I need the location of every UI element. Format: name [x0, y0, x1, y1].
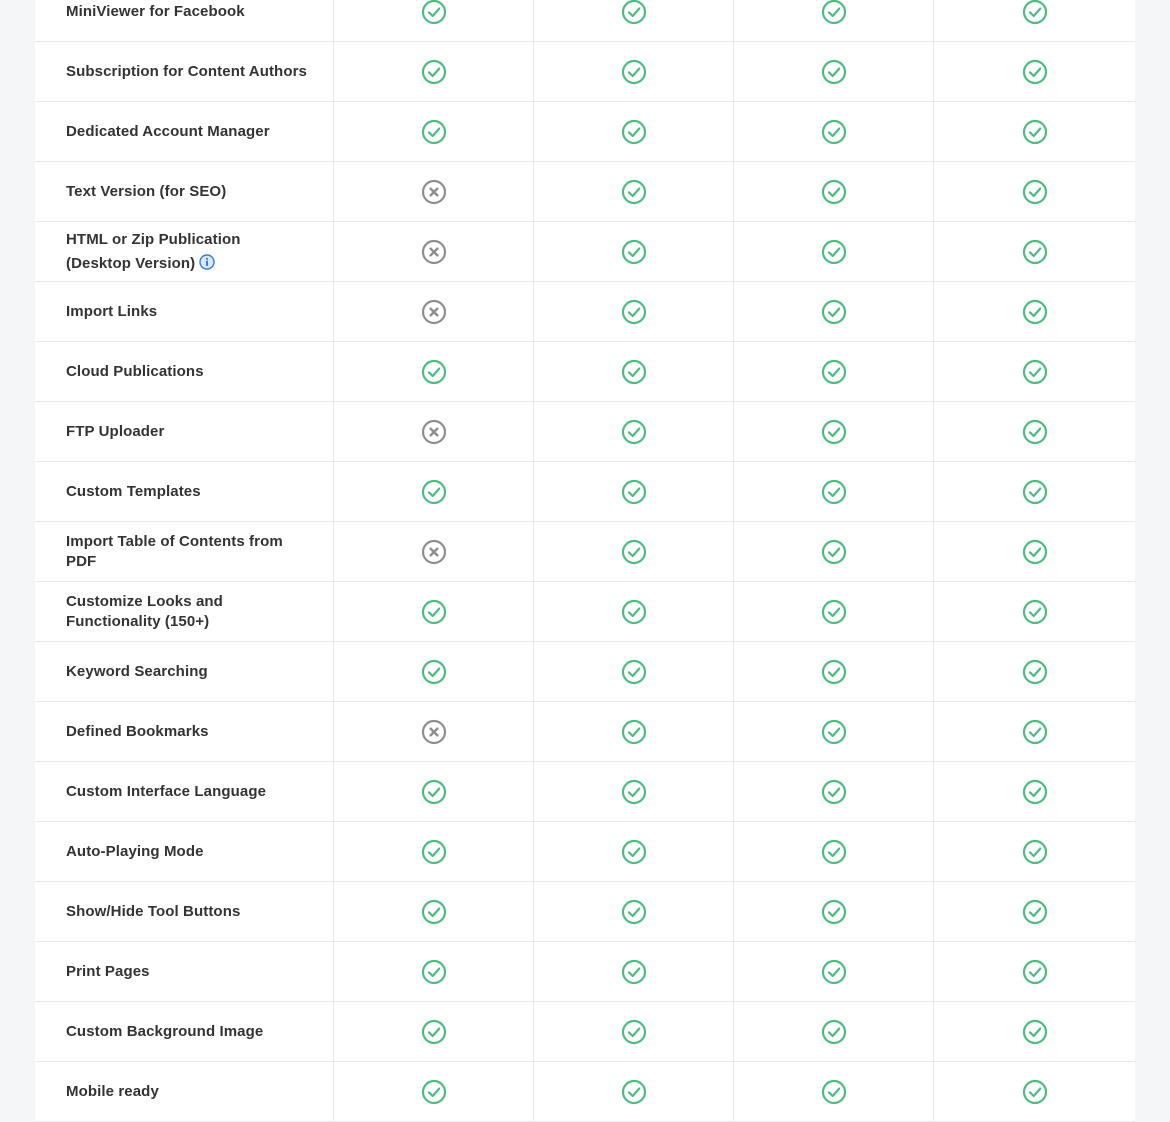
plan-1-status-cell	[334, 0, 534, 41]
check-circle-icon	[621, 1019, 647, 1045]
feature-label-text: Import Links	[66, 302, 158, 320]
plan-2-status-cell	[534, 282, 734, 341]
feature-name-cell	[35, 762, 334, 821]
feature-label-text: Defined Bookmarks	[66, 722, 209, 740]
plan-3-status-cell	[734, 702, 934, 761]
check-circle-icon	[621, 659, 647, 685]
feature-name-cell	[35, 1062, 334, 1121]
feature-name-cell	[35, 942, 334, 1001]
plan-4-status-cell	[934, 942, 1135, 1001]
x-circle-icon	[421, 719, 447, 745]
check-circle-icon	[1022, 479, 1048, 505]
check-circle-icon	[621, 359, 647, 385]
check-circle-icon	[821, 359, 847, 385]
check-circle-icon	[821, 719, 847, 745]
plan-3-status-cell	[734, 822, 934, 881]
plan-2-status-cell	[534, 102, 734, 161]
check-circle-icon	[621, 179, 647, 205]
check-circle-icon	[1022, 719, 1048, 745]
check-circle-icon	[621, 119, 647, 145]
plan-2-status-cell	[534, 1062, 734, 1121]
table-row	[35, 702, 1135, 762]
plan-1-status-cell	[334, 1062, 534, 1121]
table-row	[35, 162, 1135, 222]
x-circle-icon	[421, 179, 447, 205]
plan-4-status-cell	[934, 342, 1135, 401]
feature-name-cell	[35, 462, 334, 521]
feature-label	[66, 1022, 263, 1042]
plan-4-status-cell	[934, 1062, 1135, 1121]
plan-4-status-cell	[934, 582, 1135, 641]
info-icon[interactable]	[199, 254, 215, 270]
check-circle-icon	[621, 299, 647, 325]
check-circle-icon	[1022, 1079, 1048, 1105]
table-row	[35, 822, 1135, 882]
feature-label-text: Print Pages	[66, 962, 150, 980]
plan-3-status-cell	[734, 162, 934, 221]
feature-label	[66, 1082, 159, 1102]
feature-label-text: Cloud Publications	[66, 362, 204, 380]
check-circle-icon	[621, 959, 647, 985]
feature-label	[66, 782, 266, 802]
check-circle-icon	[821, 599, 847, 625]
plan-3-status-cell	[734, 1062, 934, 1121]
plan-1-status-cell	[334, 102, 534, 161]
feature-label-text: Custom Interface Language	[66, 782, 267, 800]
check-circle-icon	[1022, 179, 1048, 205]
plan-4-status-cell	[934, 42, 1135, 101]
plan-1-status-cell	[334, 882, 534, 941]
check-circle-icon	[621, 419, 647, 445]
check-circle-icon	[1022, 239, 1048, 265]
table-row	[35, 102, 1135, 162]
feature-name-cell	[35, 282, 334, 341]
feature-label-text: Keyword Searching	[66, 662, 208, 680]
feature-label	[66, 122, 270, 142]
feature-label-text: Auto-Playing Mode	[66, 842, 204, 860]
plan-4-status-cell	[934, 282, 1135, 341]
feature-name-cell	[35, 582, 334, 641]
feature-label	[66, 662, 208, 682]
check-circle-icon	[821, 779, 847, 805]
x-circle-icon	[421, 539, 447, 565]
feature-name-cell	[35, 342, 334, 401]
plan-2-status-cell	[534, 522, 734, 581]
check-circle-icon	[421, 899, 447, 925]
check-circle-icon	[1022, 119, 1048, 145]
plan-4-status-cell	[934, 462, 1135, 521]
check-circle-icon	[621, 779, 647, 805]
check-circle-icon	[1022, 899, 1048, 925]
feature-label	[66, 722, 209, 742]
table-row	[35, 222, 1135, 282]
plan-4-status-cell	[934, 0, 1135, 41]
plan-3-status-cell	[734, 102, 934, 161]
plan-2-status-cell	[534, 342, 734, 401]
plan-3-status-cell	[734, 882, 934, 941]
feature-name-cell	[35, 102, 334, 161]
table-row	[35, 42, 1135, 102]
check-circle-icon	[821, 899, 847, 925]
table-row	[35, 462, 1135, 522]
plan-3-status-cell	[734, 522, 934, 581]
plan-2-status-cell	[534, 582, 734, 641]
check-circle-icon	[421, 1019, 447, 1045]
feature-comparison-table	[35, 0, 1135, 1122]
check-circle-icon	[621, 839, 647, 865]
plan-2-status-cell	[534, 402, 734, 461]
feature-name-cell	[35, 882, 334, 941]
plan-1-status-cell	[334, 762, 534, 821]
plan-2-status-cell	[534, 642, 734, 701]
plan-1-status-cell	[334, 1002, 534, 1061]
feature-label-text: Subscription for Content Authors	[66, 62, 307, 80]
plan-2-status-cell	[534, 942, 734, 1001]
table-row	[35, 582, 1135, 642]
plan-2-status-cell	[534, 1002, 734, 1061]
check-circle-icon	[1022, 0, 1048, 25]
check-circle-icon	[621, 539, 647, 565]
feature-name-cell	[35, 702, 334, 761]
check-circle-icon	[1022, 1019, 1048, 1045]
plan-2-status-cell	[534, 462, 734, 521]
feature-label	[66, 2, 245, 22]
feature-label-text: Custom Background Image	[66, 1022, 264, 1040]
feature-label	[66, 532, 309, 572]
feature-label	[66, 182, 226, 202]
check-circle-icon	[421, 59, 447, 85]
plan-1-status-cell	[334, 462, 534, 521]
check-circle-icon	[621, 59, 647, 85]
check-circle-icon	[421, 479, 447, 505]
check-circle-icon	[1022, 419, 1048, 445]
feature-name-cell	[35, 822, 334, 881]
check-circle-icon	[421, 119, 447, 145]
check-circle-icon	[821, 59, 847, 85]
feature-label-text: HTML or Zip Publication (Desktop Version)	[66, 230, 241, 272]
feature-label	[66, 842, 204, 862]
plan-1-status-cell	[334, 942, 534, 1001]
check-circle-icon	[1022, 599, 1048, 625]
plan-4-status-cell	[934, 642, 1135, 701]
feature-label	[66, 592, 309, 632]
feature-name-cell	[35, 522, 334, 581]
plan-1-status-cell	[334, 522, 534, 581]
feature-label-text: Text Version (for SEO)	[66, 182, 227, 200]
check-circle-icon	[421, 1079, 447, 1105]
plan-3-status-cell	[734, 1002, 934, 1061]
check-circle-icon	[621, 479, 647, 505]
plan-4-status-cell	[934, 822, 1135, 881]
plan-3-status-cell	[734, 942, 934, 1001]
plan-4-status-cell	[934, 762, 1135, 821]
feature-name-cell	[35, 642, 334, 701]
check-circle-icon	[621, 719, 647, 745]
plan-1-status-cell	[334, 582, 534, 641]
plan-1-status-cell	[334, 282, 534, 341]
check-circle-icon	[821, 659, 847, 685]
feature-label-text: Import Table of Contents from PDF	[66, 532, 283, 570]
table-row	[35, 1002, 1135, 1062]
plan-2-status-cell	[534, 702, 734, 761]
check-circle-icon	[821, 239, 847, 265]
check-circle-icon	[621, 1079, 647, 1105]
plan-1-status-cell	[334, 42, 534, 101]
check-circle-icon	[1022, 299, 1048, 325]
feature-label-text: Customize Looks and Functionality (150+)	[66, 592, 223, 630]
plan-4-status-cell	[934, 162, 1135, 221]
check-circle-icon	[621, 0, 647, 25]
x-circle-icon	[421, 419, 447, 445]
check-circle-icon	[421, 0, 447, 25]
feature-name-cell	[35, 42, 334, 101]
plan-3-status-cell	[734, 402, 934, 461]
check-circle-icon	[421, 359, 447, 385]
x-circle-icon	[421, 239, 447, 265]
feature-name-cell	[35, 1002, 334, 1061]
table-row	[35, 882, 1135, 942]
plan-3-status-cell	[734, 642, 934, 701]
plan-3-status-cell	[734, 282, 934, 341]
check-circle-icon	[821, 119, 847, 145]
feature-name-cell	[35, 402, 334, 461]
plan-4-status-cell	[934, 102, 1135, 161]
check-circle-icon	[1022, 659, 1048, 685]
plan-4-status-cell	[934, 1002, 1135, 1061]
plan-3-status-cell	[734, 462, 934, 521]
plan-2-status-cell	[534, 42, 734, 101]
feature-name-cell	[35, 162, 334, 221]
plan-2-status-cell	[534, 0, 734, 41]
plan-3-status-cell	[734, 222, 934, 281]
check-circle-icon	[1022, 539, 1048, 565]
table-row	[35, 402, 1135, 462]
table-row	[35, 1062, 1135, 1122]
check-circle-icon	[421, 599, 447, 625]
feature-label-text: FTP Uploader	[66, 422, 165, 440]
feature-label	[66, 362, 204, 382]
feature-name-cell	[35, 222, 334, 281]
check-circle-icon	[821, 1079, 847, 1105]
check-circle-icon	[1022, 959, 1048, 985]
feature-name-cell	[35, 0, 334, 41]
check-circle-icon	[1022, 779, 1048, 805]
feature-label	[66, 422, 164, 442]
plan-2-status-cell	[534, 162, 734, 221]
check-circle-icon	[1022, 839, 1048, 865]
table-row	[35, 642, 1135, 702]
x-circle-icon	[421, 299, 447, 325]
feature-label-text: MiniViewer for Facebook	[66, 2, 245, 20]
check-circle-icon	[621, 599, 647, 625]
plan-3-status-cell	[734, 0, 934, 41]
table-row	[35, 282, 1135, 342]
feature-label	[66, 302, 157, 322]
plan-2-status-cell	[534, 882, 734, 941]
check-circle-icon	[821, 959, 847, 985]
plan-1-status-cell	[334, 222, 534, 281]
plan-1-status-cell	[334, 402, 534, 461]
plan-4-status-cell	[934, 522, 1135, 581]
plan-1-status-cell	[334, 162, 534, 221]
feature-label-text: Mobile ready	[66, 1082, 159, 1100]
plan-2-status-cell	[534, 222, 734, 281]
feature-label	[66, 228, 309, 276]
feature-label-text: Dedicated Account Manager	[66, 122, 270, 140]
check-circle-icon	[821, 839, 847, 865]
check-circle-icon	[821, 0, 847, 25]
check-circle-icon	[1022, 359, 1048, 385]
plan-2-status-cell	[534, 762, 734, 821]
plan-2-status-cell	[534, 822, 734, 881]
check-circle-icon	[421, 959, 447, 985]
feature-label-text: Custom Templates	[66, 482, 201, 500]
table-row	[35, 522, 1135, 582]
plan-3-status-cell	[734, 582, 934, 641]
plan-4-status-cell	[934, 882, 1135, 941]
plan-3-status-cell	[734, 342, 934, 401]
check-circle-icon	[421, 779, 447, 805]
plan-1-status-cell	[334, 642, 534, 701]
check-circle-icon	[1022, 59, 1048, 85]
table-row	[35, 342, 1135, 402]
plan-1-status-cell	[334, 342, 534, 401]
check-circle-icon	[821, 179, 847, 205]
check-circle-icon	[821, 539, 847, 565]
plan-3-status-cell	[734, 762, 934, 821]
table-row	[35, 0, 1135, 42]
plan-1-status-cell	[334, 822, 534, 881]
plan-1-status-cell	[334, 702, 534, 761]
plan-4-status-cell	[934, 402, 1135, 461]
plan-3-status-cell	[734, 42, 934, 101]
check-circle-icon	[821, 479, 847, 505]
feature-label	[66, 62, 307, 82]
feature-label	[66, 902, 240, 922]
check-circle-icon	[621, 239, 647, 265]
check-circle-icon	[821, 419, 847, 445]
feature-label-text: Show/Hide Tool Buttons	[66, 902, 241, 920]
check-circle-icon	[821, 1019, 847, 1045]
feature-label	[66, 962, 150, 982]
feature-label	[66, 482, 201, 502]
check-circle-icon	[621, 899, 647, 925]
table-row	[35, 762, 1135, 822]
plan-4-status-cell	[934, 702, 1135, 761]
check-circle-icon	[421, 839, 447, 865]
check-circle-icon	[421, 659, 447, 685]
check-circle-icon	[821, 299, 847, 325]
plan-4-status-cell	[934, 222, 1135, 281]
table-row	[35, 942, 1135, 1002]
